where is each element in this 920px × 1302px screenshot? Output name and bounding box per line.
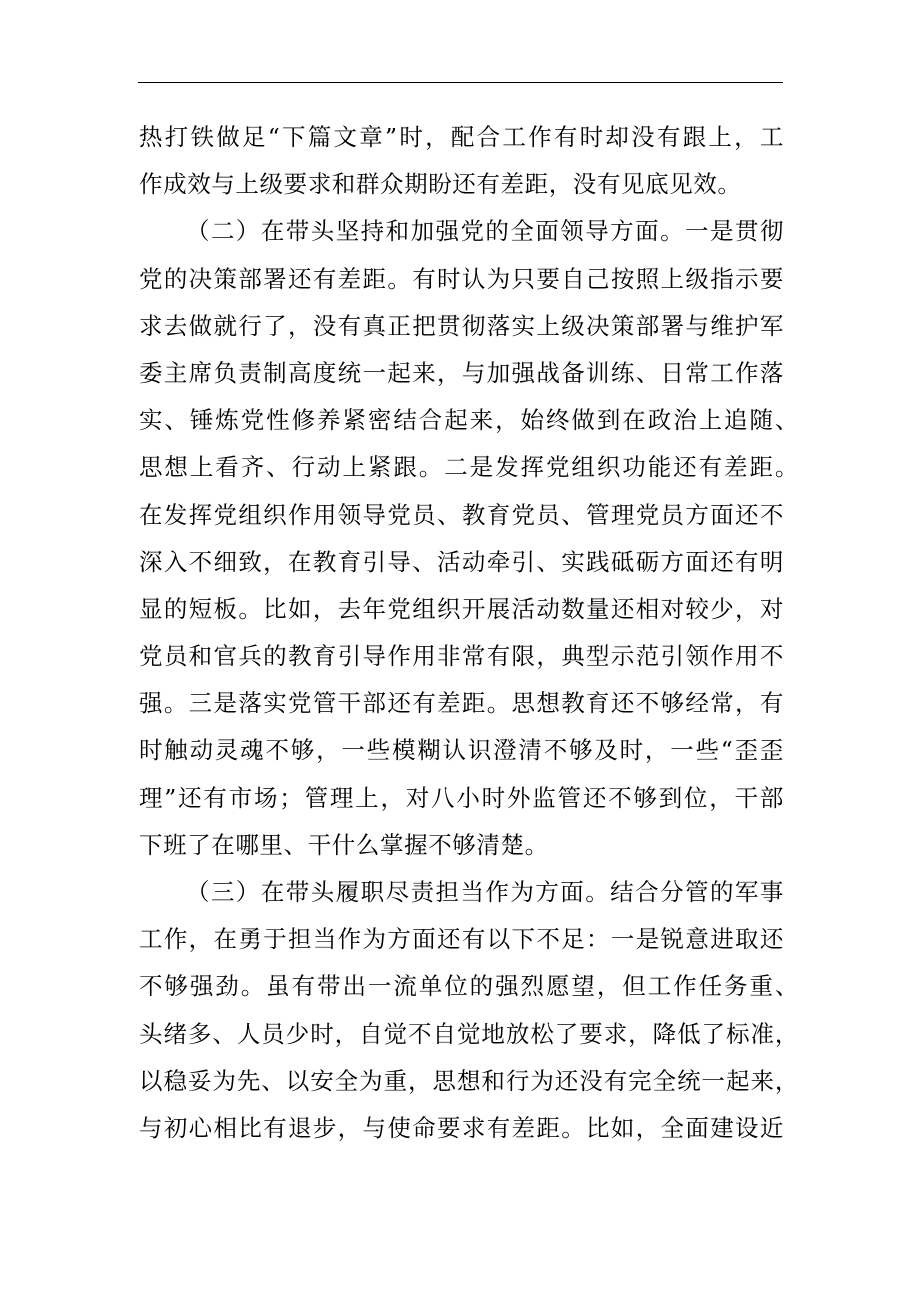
document-body — [139, 114, 799, 1152]
paragraph-start: （三）在带头履职尽责担当作为方面。结合分管的军事 — [186, 878, 784, 906]
text-line: 不够强劲。虽有带出一流单位的强烈愿望，但工作任务重、 — [139, 972, 799, 1001]
text-line: 工作，在勇于担当作为方面还有以下不足：一是锐意进取还 — [139, 925, 784, 954]
text-line: 头绪多、人员少时，自觉不自觉地放松了要求，降低了标准， — [139, 1019, 799, 1048]
text-line: 党的决策部署还有差距。有时认为只要自己按照上级指示要 — [139, 264, 784, 293]
text-line: 热打铁做足“下篇文章”时，配合工作有时却没有跟上，工 — [139, 123, 784, 151]
text-line: 作成效与上级要求和群众期盼还有差距，没有见底见效。 — [139, 170, 742, 199]
text-line: 在发挥党组织作用领导党员、教育党员、管理党员方面还不 — [139, 500, 784, 529]
text-line: 显的短板。比如，去年党组织开展活动数量还相对较少，对 — [139, 594, 784, 623]
text-line: 理”还有市场；管理上，对八小时外监管还不够到位，干部 — [139, 783, 784, 812]
text-line: 时触动灵魂不够，一些模糊认识澄清不够及时，一些“歪歪 — [139, 736, 784, 765]
text-line: 思想上看齐、行动上紧跟。二是发挥党组织功能还有差距。 — [139, 453, 799, 482]
text-line: 实、锤炼党性修养紧密结合起来，始终做到在政治上追随、 — [139, 406, 799, 435]
text-line: 求去做就行了，没有真正把贯彻落实上级决策部署与维护军 — [139, 311, 784, 340]
text-line: 强。三是落实党管干部还有差距。思想教育还不够经常，有 — [139, 689, 784, 718]
text-line: 深入不细致，在教育引导、活动牵引、实践砥砺方面还有明 — [139, 547, 784, 576]
text-line: 与初心相比有退步，与使命要求有差距。比如，全面建设近 — [139, 1113, 784, 1142]
text-line: 以稳妥为先、以安全为重，思想和行为还没有完全统一起来， — [139, 1066, 799, 1095]
text-line: 党员和官兵的教育引导作用非常有限，典型示范引领作用不 — [139, 642, 784, 671]
header-rule — [138, 82, 783, 83]
paragraph-start: （二）在带头坚持和加强党的全面领导方面。一是贯彻 — [186, 217, 784, 246]
text-line: 下班了在哪里、干什么掌握不够清楚。 — [139, 830, 549, 859]
text-line: 委主席负责制高度统一起来，与加强战备训练、日常工作落 — [139, 358, 784, 387]
